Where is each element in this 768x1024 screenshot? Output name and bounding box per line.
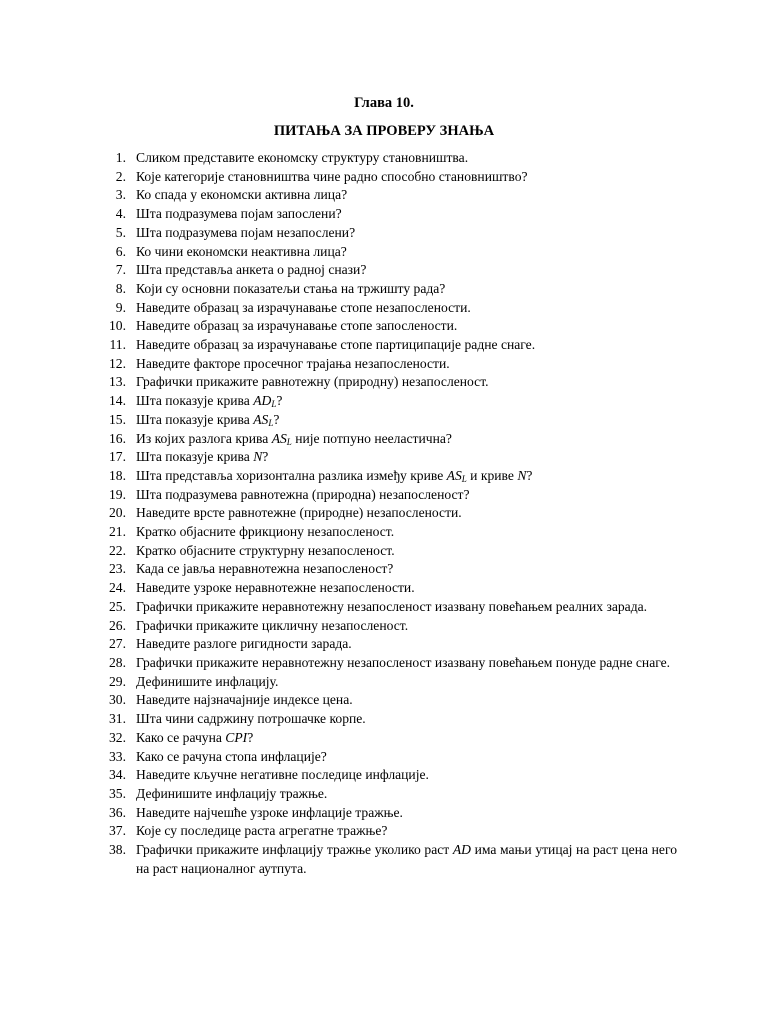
question-text [136, 580, 415, 595]
question-text [136, 431, 452, 446]
question-item [100, 542, 677, 561]
question-text-run: Шта представља анкета о радној снази? [136, 262, 367, 278]
question-text [136, 318, 457, 333]
question-text-run: Из којих разлога крива [136, 430, 272, 446]
question-text [136, 300, 471, 315]
question-text [136, 393, 282, 408]
question-text [136, 468, 532, 483]
question-item [100, 411, 677, 430]
question-number: 32. [109, 729, 126, 745]
math-subscript: L [461, 473, 467, 484]
question-text-run: Шта чини садржину потрошачке корпе. [136, 711, 366, 727]
question-number: 19. [109, 486, 126, 502]
question-number: 18. [109, 467, 126, 483]
question-number: 26. [109, 617, 126, 633]
math-term: AD [253, 393, 272, 409]
question-text [136, 487, 470, 502]
question-item [100, 841, 677, 878]
question-item [100, 766, 677, 785]
question-item [100, 280, 677, 299]
question-text [136, 412, 279, 427]
question-text-run: Шта подразумева равнотежна (природна) незапосленост? [136, 486, 470, 502]
question-number: 3. [115, 187, 126, 203]
question-number: 10. [109, 318, 126, 334]
question-text [136, 225, 355, 240]
question-item [100, 168, 677, 187]
question-text [136, 599, 647, 614]
question-text [136, 187, 347, 202]
question-text-run: Када се јавља неравнотежна незапосленост? [136, 561, 394, 577]
question-text-run: Како се рачуна [136, 729, 226, 745]
question-text-run: Графички прикажите неравнотежну незапосленост изазвану повећањем реалних зарада. [136, 598, 648, 614]
question-number: 14. [109, 393, 126, 409]
question-item [100, 336, 677, 355]
question-text-run: Наведите образац за израчунавање стопе запослености. [136, 318, 458, 334]
question-text-run: Наведите образац за израчунавање стопе партиципације радне снаге. [136, 337, 536, 353]
question-text-run: Дефинишите инфлацију. [136, 673, 279, 689]
question-text-run: Наведите кључне негативне последице инфлације. [136, 767, 429, 783]
question-text [136, 805, 403, 820]
question-text [136, 749, 327, 764]
question-text [136, 374, 489, 389]
question-text-run: Графички прикажите цикличну незапосленост. [136, 617, 409, 633]
question-text [136, 842, 677, 876]
question-item [100, 149, 677, 168]
question-text [136, 337, 535, 352]
question-number: 16. [109, 430, 126, 446]
question-item [100, 392, 677, 411]
question-item [100, 373, 677, 392]
question-item [100, 261, 677, 280]
question-number: 13. [109, 374, 126, 390]
question-number: 21. [109, 524, 126, 540]
question-text-run: није потпуно нееластична? [291, 430, 452, 446]
question-text-run: Шта показује крива [136, 411, 254, 427]
question-text [136, 823, 387, 838]
question-number: 1. [115, 150, 126, 165]
question-text-run: Наведите разлоге ригидности зарада. [136, 636, 352, 652]
question-text [136, 561, 393, 576]
question-text-run: Који су основни показатељи стања на тржишту рада? [136, 280, 446, 296]
question-text-run: Дефинишите инфлацију тражње. [136, 785, 328, 801]
question-text-run: Графички прикажите неравнотежну незапосленост изазвану повећањем понуде радне снаге. [136, 654, 671, 670]
question-text-run: Кратко објасните структурну незапосленост. [136, 542, 395, 558]
question-number: 17. [109, 449, 126, 465]
question-item [100, 504, 677, 523]
question-list [100, 149, 677, 878]
math-term: AS [271, 430, 287, 446]
question-text-run: ? [247, 729, 254, 745]
question-text-run: Наведите узроке неравнотежне незапослености. [136, 580, 415, 596]
question-text [136, 636, 352, 651]
question-item [100, 355, 677, 374]
question-text-run: Графички прикажите равнотежну (природну) незапосленост. [136, 374, 489, 390]
question-item [100, 748, 677, 767]
question-text-run: Наведите најзначајније индексе цена. [136, 692, 353, 708]
question-number: 7. [115, 262, 126, 278]
question-number: 34. [109, 767, 126, 783]
question-text-run: има мањи утицај на раст цена него на раст националног аутпута. [136, 842, 677, 876]
question-text-run: Које су последице раста агрегатне тражње? [136, 823, 388, 839]
question-text [136, 674, 278, 689]
question-text-run: ? [273, 411, 280, 427]
question-item [100, 710, 677, 729]
question-number: 11. [109, 337, 126, 353]
question-number: 12. [109, 355, 126, 371]
question-item [100, 486, 677, 505]
math-term: AS [253, 411, 269, 427]
question-number: 24. [109, 580, 126, 596]
question-text [136, 543, 395, 558]
question-item [100, 729, 677, 748]
question-item [100, 598, 677, 617]
question-number: 22. [109, 542, 126, 558]
question-text-run: ? [262, 449, 269, 465]
question-text-run: Шта подразумева појам незапослени? [136, 224, 356, 240]
question-text-run: Наведите врсте равнотежне (природне) незапослености. [136, 505, 462, 521]
question-item [100, 243, 677, 262]
question-number: 29. [109, 673, 126, 689]
question-item [100, 523, 677, 542]
question-number: 6. [115, 243, 126, 259]
question-number: 38. [109, 842, 126, 858]
question-number: 27. [109, 636, 126, 652]
question-item [100, 224, 677, 243]
question-number: 2. [115, 168, 126, 184]
question-item [100, 579, 677, 598]
question-number: 30. [109, 692, 126, 708]
section-title: ПИТАЊА ЗА ПРОВЕРУ ЗНАЊА [273, 123, 495, 139]
question-item [100, 448, 677, 467]
question-text-run: ? [276, 393, 283, 409]
question-number: 28. [109, 654, 126, 670]
question-text [136, 692, 353, 707]
question-text [136, 730, 253, 745]
question-text [136, 262, 366, 277]
question-text-run: Како се рачуна стопа инфлације? [136, 748, 327, 764]
question-text-run: и криве [466, 467, 518, 483]
math-subscript: L [268, 417, 274, 428]
question-text [136, 505, 462, 520]
chapter-title: Глава 10. [354, 95, 414, 111]
question-item [100, 186, 677, 205]
question-text-run: Шта подразумева појам запослени? [136, 206, 342, 222]
question-item [100, 205, 677, 224]
question-text [136, 169, 528, 184]
question-text-run: Шта представља хоризонтална разлика између криве [136, 467, 447, 483]
question-number: 36. [109, 804, 126, 820]
question-number: 9. [115, 299, 126, 315]
question-text [136, 655, 670, 670]
question-text [136, 786, 327, 801]
math-term: CPI [225, 729, 248, 745]
question-item [100, 617, 677, 636]
question-text-run: Наведите најчешће узроке инфлације тражње. [136, 804, 403, 820]
question-text-run: Графички прикажите инфлацију тражње уколико раст [136, 842, 453, 858]
question-text [136, 524, 394, 539]
question-number: 25. [109, 598, 126, 614]
question-number: 35. [109, 785, 126, 801]
math-term: AD [452, 842, 471, 858]
question-text-run: Наведите образац за израчунавање стопе незапослености. [136, 299, 471, 315]
question-text [136, 150, 468, 165]
question-text-run: Наведите факторе просечног трајања незапослености. [136, 355, 450, 371]
question-text [136, 356, 450, 371]
question-number: 37. [109, 823, 126, 839]
question-text [136, 281, 445, 296]
question-number: 5. [115, 224, 126, 240]
question-item [100, 804, 677, 823]
question-number: 33. [109, 748, 126, 764]
question-text-run: Ко спада у економски активна лица? [136, 187, 348, 203]
question-text-run: Шта показује крива [136, 449, 254, 465]
question-text-run: ? [526, 467, 533, 483]
math-term: N [517, 467, 527, 483]
question-number: 8. [115, 280, 126, 296]
question-item [100, 317, 677, 336]
question-text [136, 244, 347, 259]
question-item [100, 635, 677, 654]
question-item [100, 822, 677, 841]
math-subscript: L [286, 436, 292, 447]
question-item [100, 560, 677, 579]
question-text [136, 767, 429, 782]
question-text [136, 449, 268, 464]
question-number: 4. [115, 206, 126, 222]
question-number: 23. [109, 561, 126, 577]
question-text-run: Ко чини економски неактивна лица? [136, 243, 347, 259]
question-number: 15. [109, 411, 126, 427]
math-term: AS [446, 467, 462, 483]
question-item [100, 299, 677, 318]
question-item [100, 673, 677, 692]
math-subscript: L [271, 399, 277, 410]
question-text-run: Које категорије становништва чине радно способно становништво? [136, 168, 528, 184]
question-number: 20. [109, 505, 126, 521]
question-item [100, 654, 677, 673]
question-item [100, 430, 677, 449]
question-item [100, 785, 677, 804]
question-text [136, 206, 342, 221]
math-term: N [253, 449, 263, 465]
question-text-run: Сликом представите економску структуру становништва. [136, 150, 469, 165]
question-item [100, 691, 677, 710]
question-text [136, 618, 408, 633]
question-text [136, 711, 366, 726]
question-item [100, 467, 677, 486]
question-number: 31. [109, 711, 126, 727]
question-text-run: Шта показује крива [136, 393, 254, 409]
question-text-run: Кратко објасните фрикциону незапосленост. [136, 524, 395, 540]
